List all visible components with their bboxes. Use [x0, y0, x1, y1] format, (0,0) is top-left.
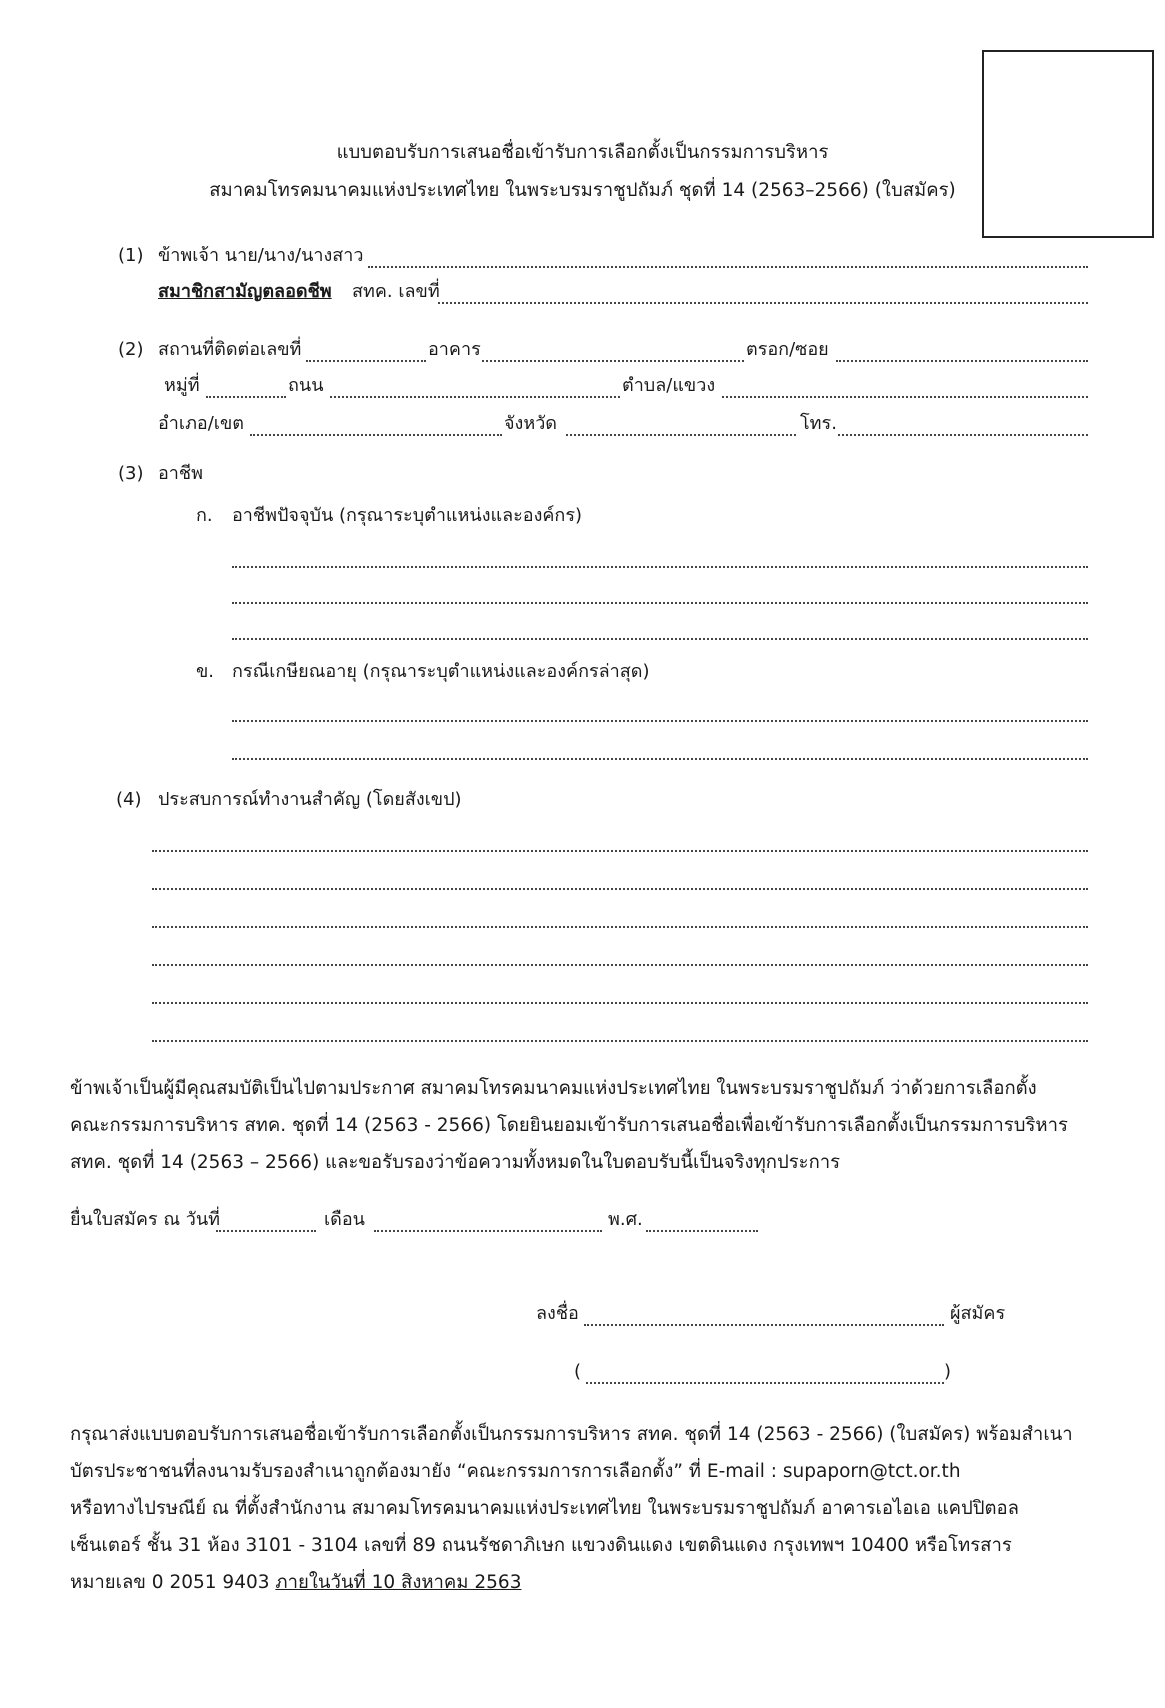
instructions-line-2: บัตรประชาชนที่ลงนามรับรองสำเนาถูกต้องมายัง “คณะกรรมการการเลือกตั้ง” ที่ E-mail : supaporn@tct.or.th [70, 1461, 961, 1482]
member-no-field[interactable] [438, 302, 1088, 304]
declaration-line-1: ข้าพเจ้าเป็นผู้มีคุณสมบัติเป็นไปตามประกาศ สมาคมโทรคมนาคมแห่งประเทศไทย ในพระบรมราชูปถัมภ์ ว่าด้วยการเลือกตั้ง [70, 1078, 1037, 1099]
printed-name-field[interactable] [586, 1382, 944, 1384]
experience-line-6[interactable] [152, 1040, 1088, 1042]
printed-name-open-paren: ( [574, 1361, 582, 1382]
subdistrict-label: ตำบล/แขวง [622, 375, 716, 396]
instructions-line-4: เซ็นเตอร์ ชั้น 31 ห้อง 3101 - 3104 เลขที่ 89 ถนนรัชดาภิเษก แขวงดินแดง เขตดินแดง กรุงเทพฯ 10400 หรือโทรสาร [70, 1535, 1012, 1556]
subdistrict-field[interactable] [722, 396, 1088, 398]
retired-line-1[interactable] [232, 720, 1088, 722]
form-title-line1: แบบตอบรับการเสนอชื่อเข้ารับการเลือกตั้งเป็นกรรมการบริหาร [336, 142, 829, 163]
phone-label: โทร. [800, 413, 837, 434]
instructions-line-3: หรือทางไปรษณีย์ ณ ที่ตั้งสำนักงาน สมาคมโทรคมนาคมแห่งประเทศไทย ในพระบรมราชูปถัมภ์ อาคารเอไอเอ แคปปิตอล [70, 1498, 1019, 1519]
building-field[interactable] [482, 360, 744, 362]
fax-number-text: หมายเลข 0 2051 9403 [70, 1572, 270, 1593]
alley-label: ตรอก/ซอย [746, 339, 829, 360]
experience-label: ประสบการณ์ทำงานสำคัญ (โดยสังเขป) [158, 789, 462, 810]
current-occupation-line-3[interactable] [232, 638, 1088, 640]
submission-instructions [70, 1416, 1090, 1601]
current-occupation-line-1[interactable] [232, 566, 1088, 568]
declaration-line-3: สทค. ชุดที่ 14 (2563 – 2566) และขอรับรองว่าข้อความทั้งหมดในใบตอบรับนี้เป็นจริงทุกประการ [70, 1152, 841, 1173]
month-field[interactable] [374, 1230, 602, 1232]
name-field[interactable] [368, 266, 1088, 268]
phone-field[interactable] [838, 434, 1088, 436]
retired-label: กรณีเกษียณอายุ (กรุณาระบุตำแหน่งและองค์กรล่าสุด) [232, 661, 650, 682]
experience-line-5[interactable] [152, 1002, 1088, 1004]
deadline-text: ภายในวันที่ 10 สิงหาคม 2563 [275, 1572, 522, 1593]
experience-line-3[interactable] [152, 926, 1088, 928]
current-occupation-line-2[interactable] [232, 602, 1088, 604]
member-label: สมาชิกสามัญตลอดชีพ [158, 281, 332, 302]
sign-label: ลงชื่อ [536, 1303, 579, 1324]
declaration-line-2: คณะกรรมการบริหาร สทค. ชุดที่ 14 (2563 - 2566) โดยยินยอมเข้ารับการเสนอชื่อเพื่อเข้ารับการเลือกตั้งเป็นกรรมการบริหาร [70, 1115, 1068, 1136]
district-field[interactable] [250, 434, 502, 436]
experience-line-1[interactable] [152, 850, 1088, 852]
month-label: เดือน [324, 1209, 365, 1230]
instructions-line-5 [70, 1564, 1090, 1601]
alley-field[interactable] [836, 360, 1088, 362]
road-label: ถนน [288, 375, 324, 396]
section2-number: (2) [118, 339, 144, 360]
printed-name-close-paren: ) [944, 1361, 952, 1382]
moo-label: หมู่ที่ [164, 375, 200, 396]
instructions-line-1: กรุณาส่งแบบตอบรับการเสนอชื่อเข้ารับการเลือกตั้งเป็นกรรมการบริหาร สทค. ชุดที่ 14 (2563 - 2566) (ใบสมัคร) พร้อมสำเนา [70, 1424, 1073, 1445]
district-label: อำเภอ/เขต [158, 413, 244, 434]
name-label: ข้าพเจ้า นาย/นาง/นางสาว [158, 245, 364, 266]
member-no-label: สทค. เลขที่ [352, 281, 440, 302]
section3-number: (3) [118, 463, 144, 484]
province-label: จังหวัด [504, 413, 557, 434]
address-label: สถานที่ติดต่อเลขที่ [158, 339, 302, 360]
year-field[interactable] [646, 1230, 758, 1232]
form-title-line2: สมาคมโทรคมนาคมแห่งประเทศไทย ในพระบรมราชูปถัมภ์ ชุดที่ 14 (2563–2566) (ใบสมัคร) [209, 180, 956, 201]
occupation-label: อาชีพ [158, 463, 203, 484]
signature-field[interactable] [584, 1324, 944, 1326]
road-field[interactable] [330, 396, 620, 398]
submit-date-label: ยื่นใบสมัคร ณ วันที่ [70, 1209, 221, 1230]
applicant-label: ผู้สมัคร [950, 1303, 1006, 1324]
province-field[interactable] [566, 434, 796, 436]
retired-line-2[interactable] [232, 758, 1088, 760]
experience-line-4[interactable] [152, 964, 1088, 966]
current-occupation-marker: ก. [196, 505, 213, 526]
declaration-paragraph [70, 1070, 1090, 1181]
retired-marker: ข. [196, 661, 215, 682]
section4-number: (4) [116, 789, 142, 810]
year-label: พ.ศ. [608, 1209, 643, 1230]
current-occupation-label: อาชีพปัจจุบัน (กรุณาระบุตำแหน่งและองค์กร) [232, 505, 583, 526]
moo-field[interactable] [206, 396, 286, 398]
day-field[interactable] [216, 1230, 316, 1232]
experience-line-2[interactable] [152, 888, 1088, 890]
building-label: อาคาร [428, 339, 481, 360]
section1-number: (1) [118, 245, 144, 266]
address-no-field[interactable] [306, 360, 426, 362]
